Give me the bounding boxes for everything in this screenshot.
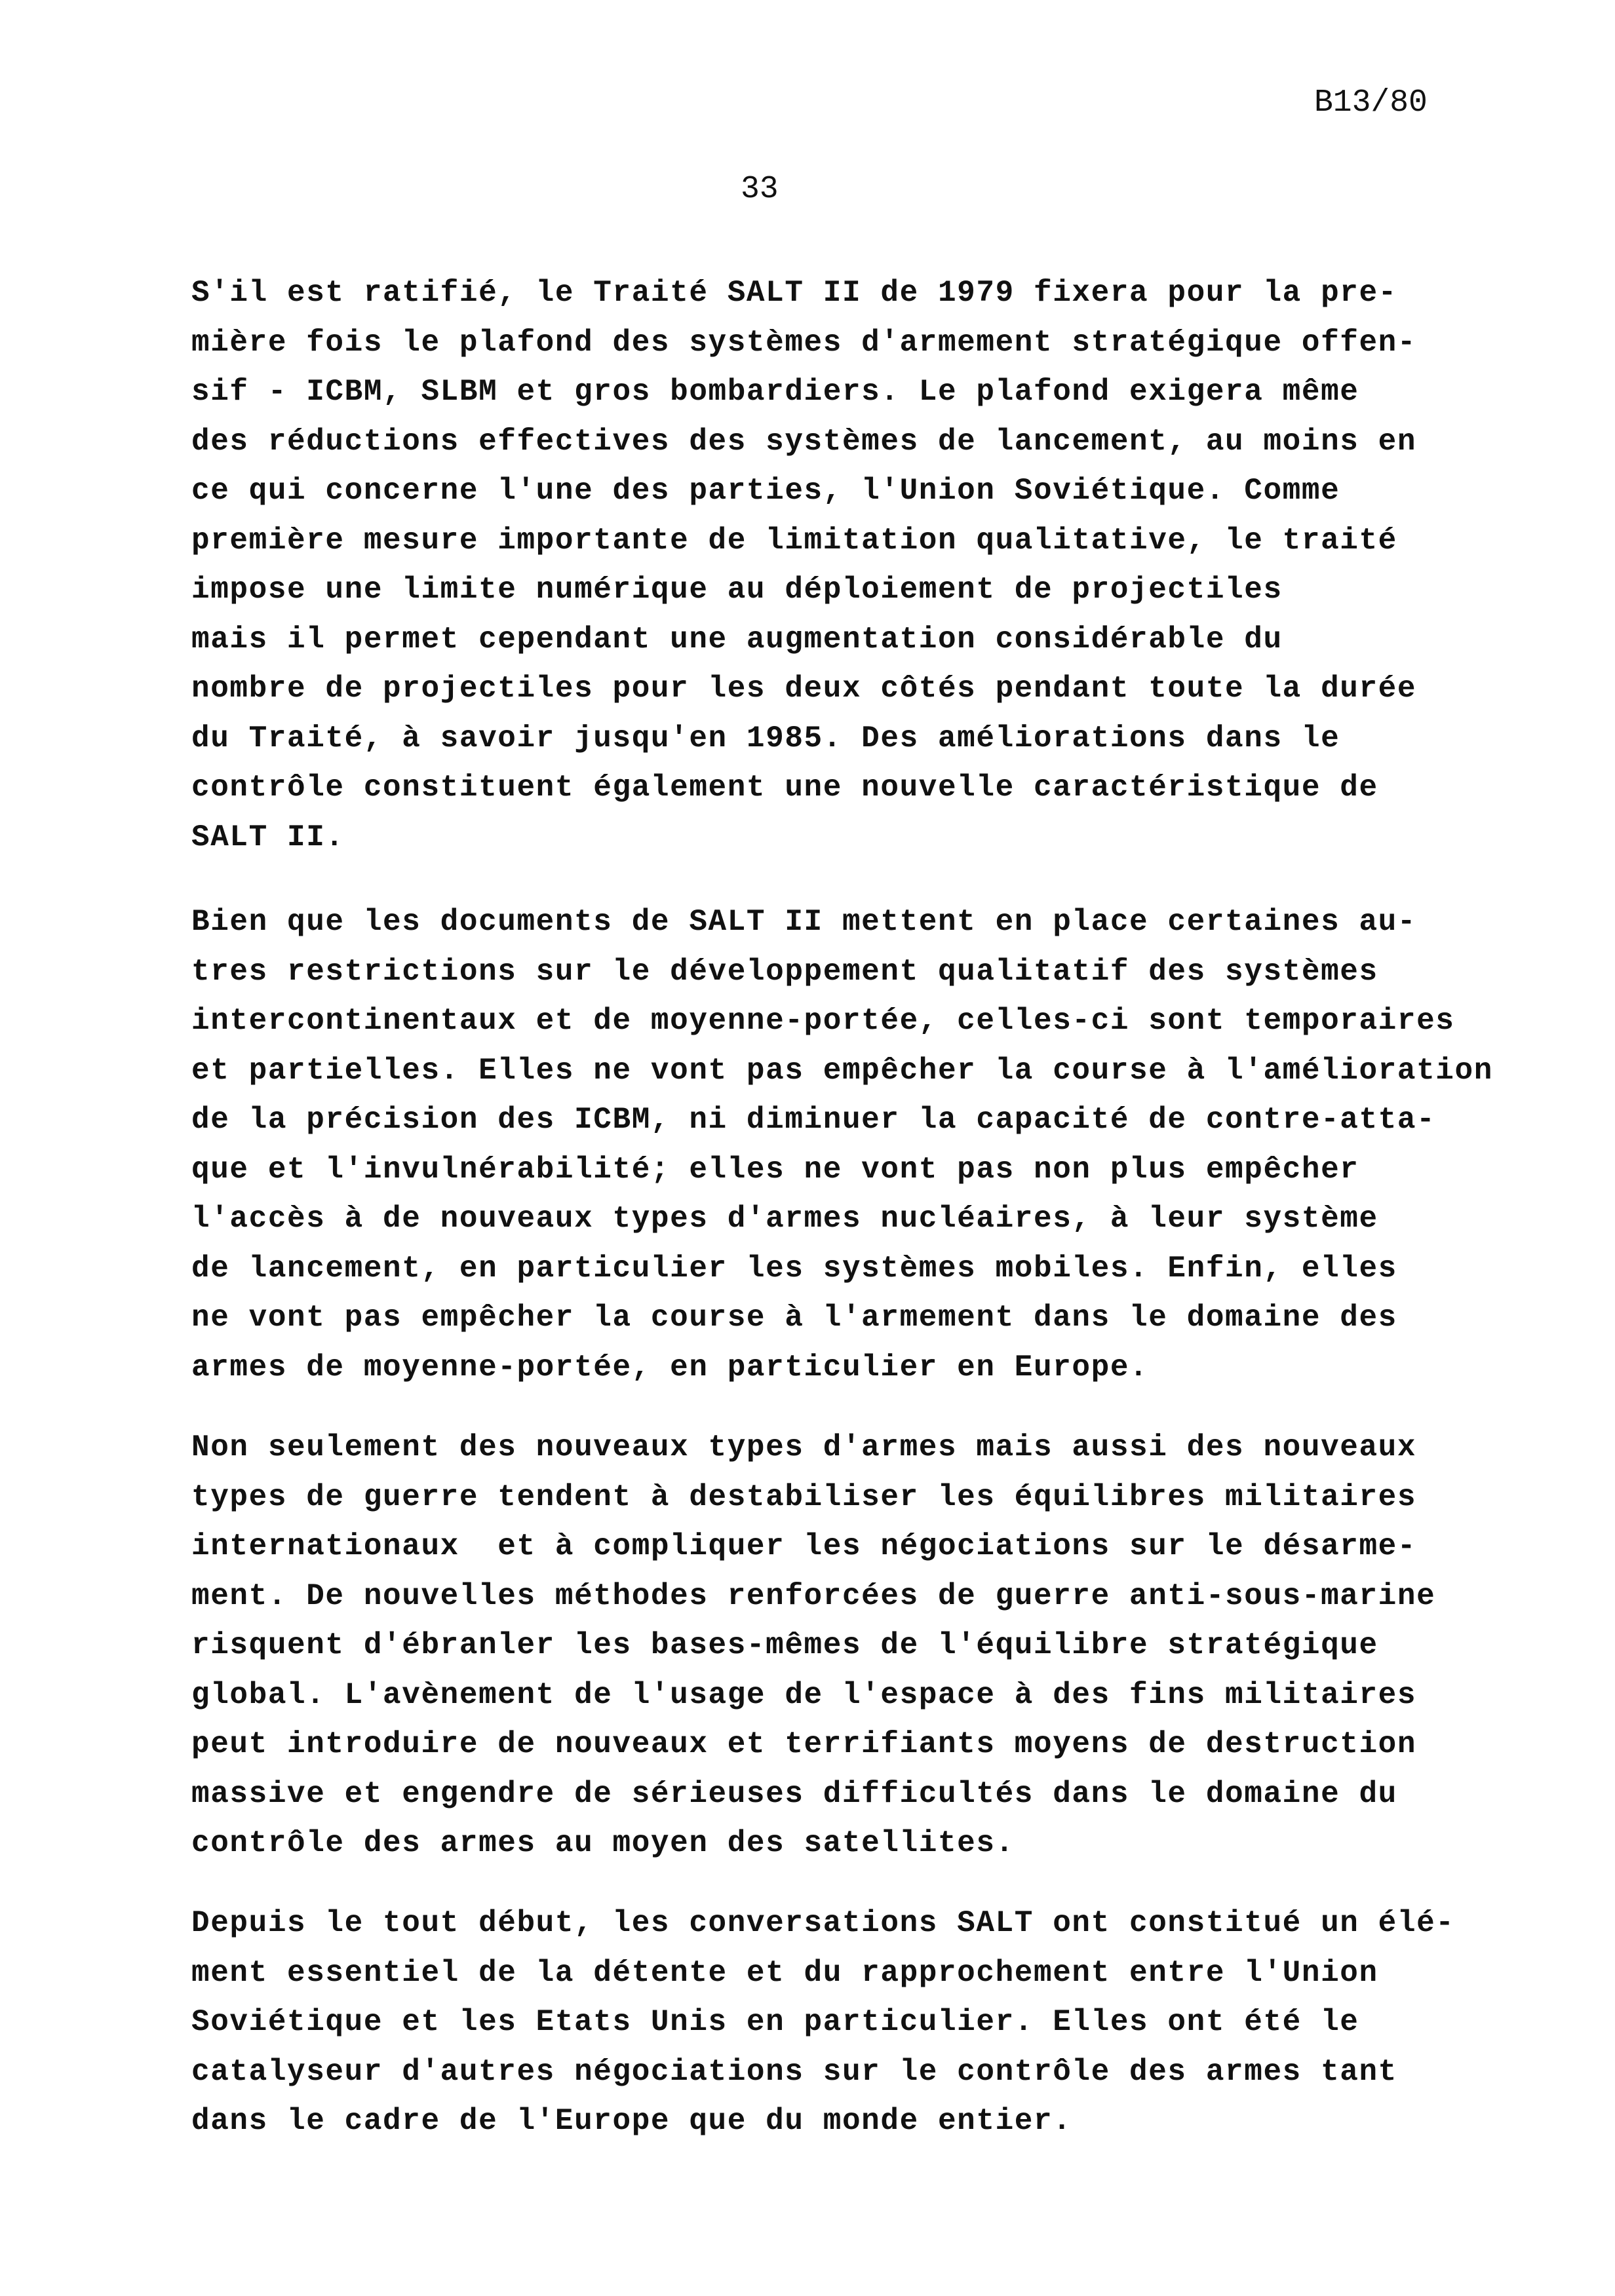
text-line: Soviétique et les Etats Unis en particulier. Elles ont été le [191, 2005, 1359, 2039]
text-line: Depuis le tout début, les conversations SALT ont constitué un élé- [191, 1906, 1455, 1940]
text-line: intercontinentaux et de moyenne-portée, celles-ci sont temporaires [191, 1004, 1455, 1038]
text-line: nombre de projectiles pour les deux côtés pendant toute la durée [191, 672, 1417, 706]
text-line: ment. De nouvelles méthodes renforcées de guerre anti-sous-marine [191, 1578, 1436, 1613]
document-reference: B13/80 [1314, 85, 1428, 121]
text-line: mière fois le plafond des systèmes d'armement stratégique offen- [191, 325, 1417, 360]
paragraph-4 [191, 1899, 1568, 2147]
text-line: global. L'avènement de l'usage de l'espace à des fins militaires [191, 1677, 1417, 1712]
text-line: ment essentiel de la détente et du rapprochement entre l'Union [191, 1955, 1378, 1990]
text-line: peut introduire de nouveaux et terrifiants moyens de destruction [191, 1727, 1417, 1761]
text-line: mais il permet cependant une augmentation considérable du [191, 622, 1283, 657]
page-number: 33 [741, 172, 779, 207]
text-line: de la précision des ICBM, ni diminuer la capacité de contre-atta- [191, 1103, 1436, 1137]
paragraph-2 [191, 898, 1568, 1392]
text-line: ne vont pas empêcher la course à l'armement dans le domaine des [191, 1301, 1397, 1335]
text-line: internationaux et à compliquer les négociations sur le désarme- [191, 1529, 1417, 1563]
text-line: Non seulement des nouveaux types d'armes mais aussi des nouveaux [191, 1430, 1417, 1464]
text-line: SALT II. [191, 820, 345, 854]
text-line: sif - ICBM, SLBM et gros bombardiers. Le plafond exigera même [191, 375, 1359, 409]
text-line: risquent d'ébranler les bases-mêmes de l'équilibre stratégique [191, 1628, 1378, 1662]
paragraph-1 [191, 269, 1568, 862]
text-line: Bien que les documents de SALT II mettent en place certaines au- [191, 905, 1417, 939]
text-line: armes de moyenne-portée, en particulier en Europe. [191, 1350, 1149, 1385]
text-line: des réductions effectives des systèmes de lancement, au moins en [191, 424, 1417, 459]
text-line: première mesure importante de limitation qualitative, le traité [191, 523, 1397, 558]
text-line: impose une limite numérique au déploiement de projectiles [191, 573, 1283, 607]
text-line: contrôle des armes au moyen des satellites. [191, 1826, 1015, 1860]
text-line: tres restrictions sur le développement qualitatif des systèmes [191, 954, 1378, 989]
text-line: ce qui concerne l'une des parties, l'Union Soviétique. Comme [191, 474, 1340, 508]
text-line: massive et engendre de sérieuses difficultés dans le domaine du [191, 1776, 1397, 1811]
text-line: et partielles. Elles ne vont pas empêcher la course à l'amélioration [191, 1053, 1493, 1088]
text-line: l'accès à de nouveaux types d'armes nucléaires, à leur système [191, 1202, 1378, 1236]
text-line: catalyseur d'autres négociations sur le contrôle des armes tant [191, 2054, 1397, 2089]
text-line: que et l'invulnérabilité; elles ne vont pas non plus empêcher [191, 1152, 1359, 1187]
text-line: dans le cadre de l'Europe que du monde entier. [191, 2104, 1072, 2138]
paragraph-3 [191, 1423, 1568, 1869]
text-line: S'il est ratifié, le Traité SALT II de 1979 fixera pour la pre- [191, 276, 1397, 310]
text-line: du Traité, à savoir jusqu'en 1985. Des améliorations dans le [191, 721, 1340, 756]
text-line: types de guerre tendent à destabiliser les équilibres militaires [191, 1480, 1417, 1514]
text-line: contrôle constituent également une nouvelle caractéristique de [191, 771, 1378, 805]
text-line: de lancement, en particulier les systèmes mobiles. Enfin, elles [191, 1251, 1397, 1286]
